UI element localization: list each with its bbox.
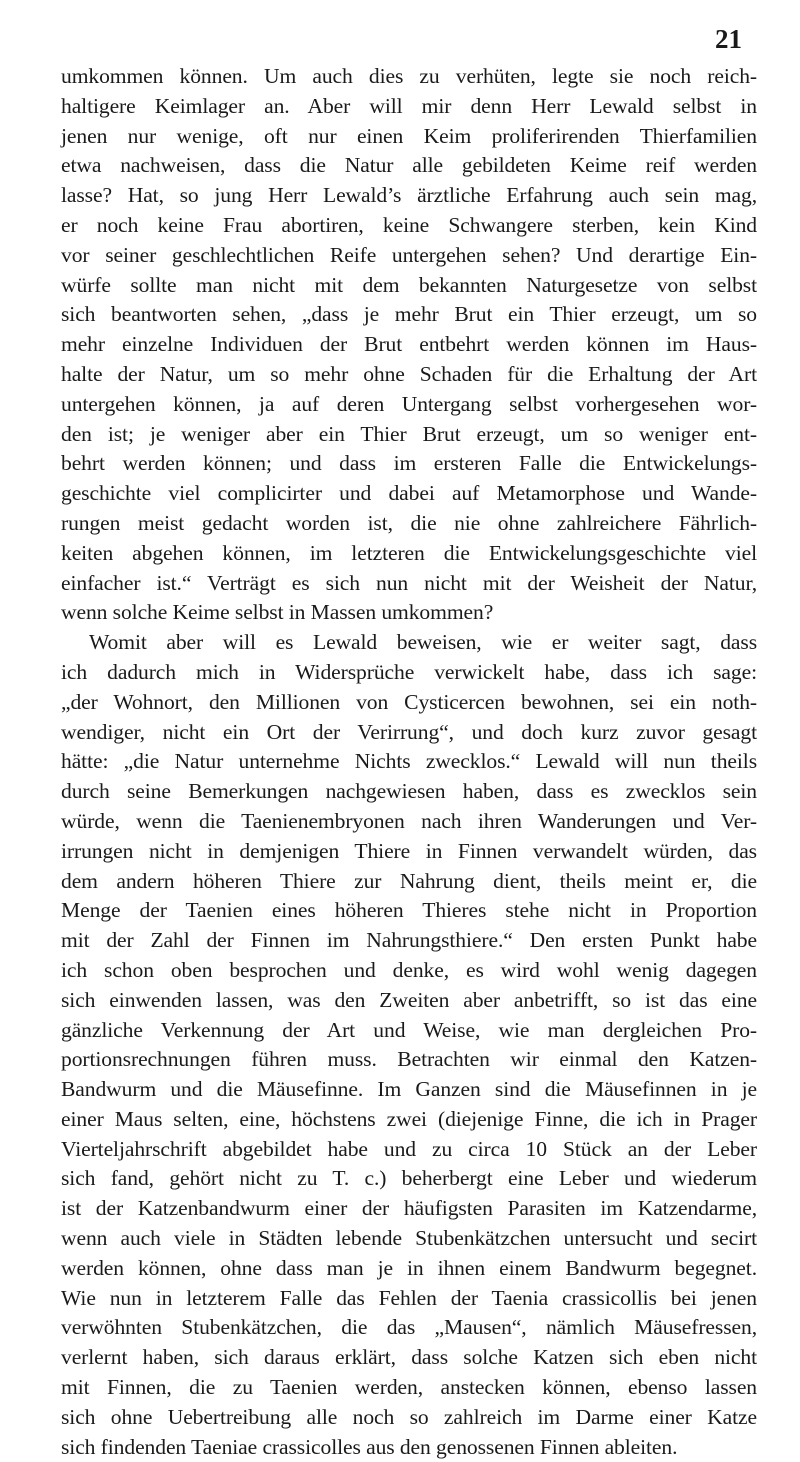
text-line: Bandwurm und die Mäusefinne. Im Ganzen sind die Mäusefinnen in je [61, 1077, 757, 1102]
body-text [61, 62, 757, 1462]
text-line: halte der Natur, um so mehr ohne Schaden für die Erhaltung der Art [61, 361, 757, 386]
text-line: wenn auch viele in Städten lebende Stubenkätzchen untersucht und secirt [61, 1226, 757, 1251]
text-line: Womit aber will es Lewald beweisen, wie er weiter sagt, dass [89, 630, 757, 655]
text-line: rungen meist gedacht worden ist, die nie ohne zahlreichere Fährlich- [61, 510, 757, 535]
text-line: sich beantworten sehen, „dass je mehr Brut ein Thier erzeugt, um so [61, 302, 757, 327]
text-line: ist der Katzenbandwurm einer der häufigsten Parasiten im Katzendarme, [61, 1196, 757, 1221]
text-line: lasse? Hat, so jung Herr Lewald’s ärztliche Erfahrung auch sein mag, [61, 183, 757, 208]
text-line: portionsrechnungen führen muss. Betrachten wir einmal den Katzen- [61, 1047, 757, 1072]
text-line: sich einwenden lassen, was den Zweiten aber anbetrifft, so ist das eine [61, 987, 757, 1012]
text-line: etwa nachweisen, dass die Natur alle gebildeten Keime reif werden [61, 153, 757, 178]
text-line: sich fand, gehört nicht zu T. c.) beherbergt eine Leber und wiederum [61, 1166, 757, 1191]
text-line: Wie nun in letzterem Falle das Fehlen der Taenia crassicollis bei jenen [61, 1285, 757, 1310]
text-line: den ist; je weniger aber ein Thier Brut erzeugt, um so weniger ent- [61, 421, 757, 446]
text-line: mehr einzelne Individuen der Brut entbehrt werden können im Haus- [61, 332, 757, 357]
text-line: mit Finnen, die zu Taenien werden, anstecken können, ebenso lassen [61, 1375, 757, 1400]
text-line: sich ohne Uebertreibung alle noch so zahlreich im Darme einer Katze [61, 1404, 757, 1429]
text-line: untergehen können, ja auf deren Untergang selbst vorhergesehen wor- [61, 391, 757, 416]
text-line: irrungen nicht in demjenigen Thiere in Finnen verwandelt würden, das [61, 838, 757, 863]
text-line: vor seiner geschlechtlichen Reife untergehen sehen? Und derartige Ein- [61, 242, 757, 267]
text-line: durch seine Bemerkungen nachgewiesen haben, dass es zwecklos sein [61, 779, 757, 804]
text-line: würfe sollte man nicht mit dem bekannten Naturgesetze von selbst [61, 272, 757, 297]
text-line: gänzliche Verkennung der Art und Weise, wie man dergleichen Pro- [61, 1017, 757, 1042]
text-line: einer Maus selten, eine, höchstens zwei (diejenige Finne, die ich in Prager [61, 1106, 757, 1131]
text-line: „der Wohnort, den Millionen von Cysticercen bewohnen, sei ein noth- [61, 689, 757, 714]
text-line: Menge der Taenien eines höheren Thieres stehe nicht in Proportion [61, 898, 757, 923]
text-line: keiten abgehen können, im letzteren die Entwickelungsgeschichte viel [61, 540, 757, 565]
text-line: geschichte viel complicirter und dabei auf Metamorphose und Wande- [61, 481, 757, 506]
text-line: mit der Zahl der Finnen im Nahrungsthiere.“ Den ersten Punkt habe [61, 928, 757, 953]
text-line: umkommen können. Um auch dies zu verhüten, legte sie noch reich- [61, 64, 757, 88]
page-number: 21 [715, 24, 742, 54]
text-line: jenen nur wenige, oft nur einen Keim proliferirenden Thierfamilien [61, 123, 757, 148]
text-line: wenn solche Keime selbst in Massen umkommen? [61, 600, 494, 625]
text-line: verlernt haben, sich daraus erklärt, dass solche Katzen sich eben nicht [61, 1345, 757, 1370]
text-line: verwöhnten Stubenkätzchen, die das „Mausen“, nämlich Mäusefressen, [61, 1315, 757, 1340]
text-line: haltigere Keimlager an. Aber will mir denn Herr Lewald selbst in [61, 93, 757, 118]
text-line: ich schon oben besprochen und denke, es wird wohl wenig dagegen [61, 957, 757, 982]
text-line: würde, wenn die Taenienembryonen nach ihren Wanderungen und Ver- [61, 808, 757, 833]
text-line: dem andern höheren Thiere zur Nahrung dient, theils meint er, die [61, 868, 757, 893]
text-line: Vierteljahrschrift abgebildet habe und zu circa 10 Stück an der Leber [61, 1136, 757, 1161]
text-line: er noch keine Frau abortiren, keine Schwangere sterben, kein Kind [61, 212, 757, 237]
text-line: sich findenden Taeniae crassicolles aus den genossenen Finnen ableiten. [61, 1434, 678, 1459]
text-line: ich dadurch mich in Widersprüche verwickelt habe, dass ich sage: [61, 659, 757, 684]
text-line: hätte: „die Natur unternehme Nichts zwecklos.“ Lewald will nun theils [61, 749, 757, 774]
text-line: werden können, ohne dass man je in ihnen einem Bandwurm begegnet. [61, 1255, 757, 1280]
text-line: einfacher ist.“ Verträgt es sich nun nicht mit der Weisheit der Natur, [61, 570, 757, 595]
text-line: wendiger, nicht ein Ort der Verirrung“, und doch kurz zuvor gesagt [61, 719, 757, 744]
text-line: behrt werden können; und dass im ersteren Falle die Entwickelungs- [61, 451, 757, 476]
